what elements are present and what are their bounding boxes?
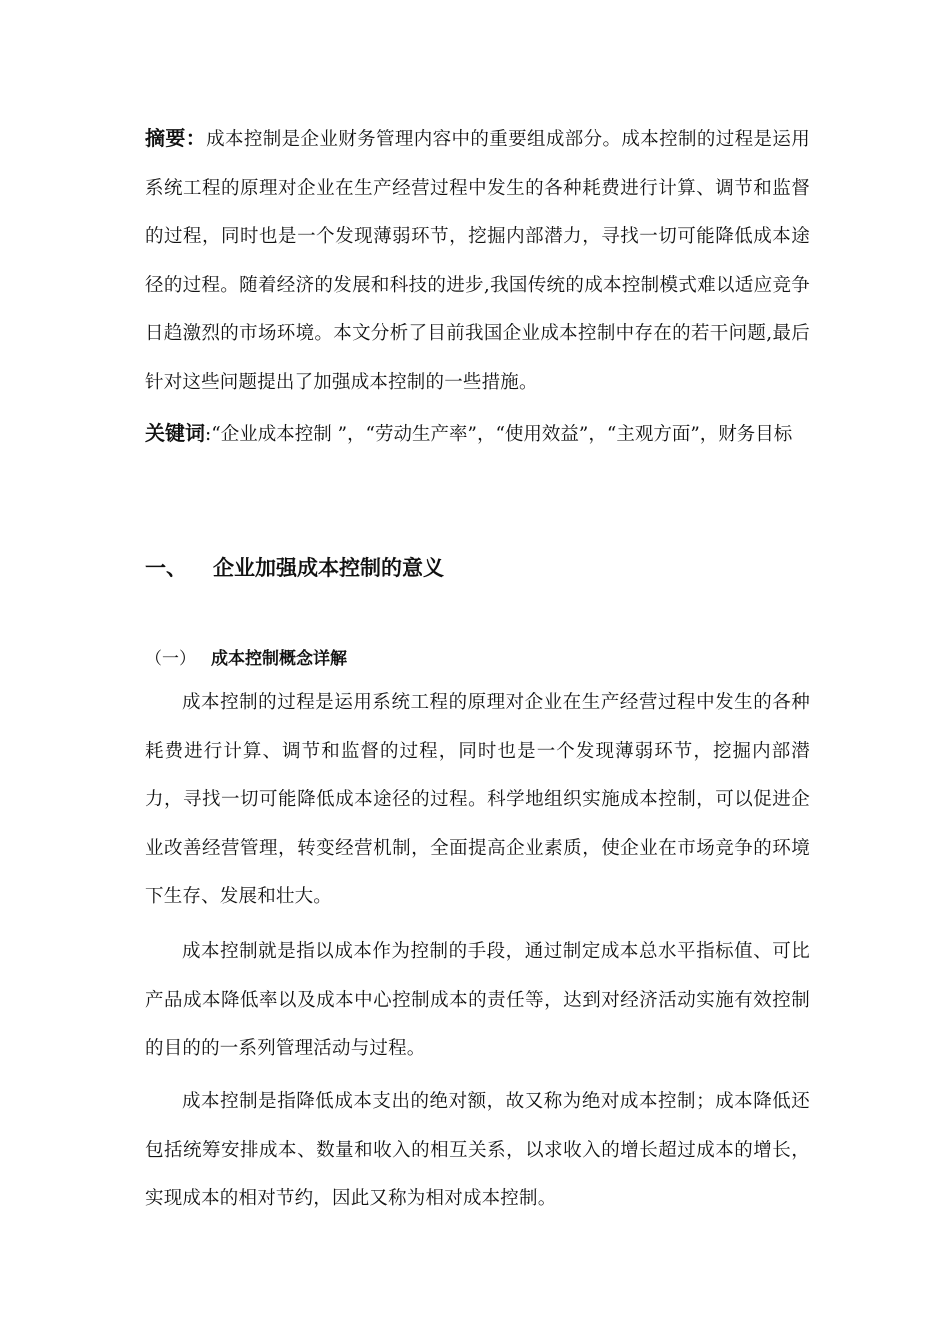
subsection-number: （一） bbox=[145, 649, 196, 669]
body-paragraph-1-block bbox=[145, 679, 810, 922]
section-number: 一、 bbox=[145, 556, 187, 580]
abstract-block bbox=[145, 114, 810, 407]
body-paragraph-2-block bbox=[145, 928, 810, 1074]
keywords-text: “企业成本控制 ”，“劳动生产率”，“使用效益”，“主观方面”，财务目标 bbox=[211, 424, 793, 445]
body-paragraph-2: 成本控制就是指以成本作为控制的手段，通过制定成本总水平指标值、可比产品成本降低率以及成本中心控制成本的责任等，达到对经济活动实施有效控制的目的的一系列管理活动与过程。 bbox=[145, 941, 810, 1059]
body-paragraph-3: 成本控制是指降低成本支出的绝对额，故又称为绝对成本控制；成本降低还包括统筹安排成本、数量和收入的相互关系，以求收入的增长超过成本的增长，实现成本的相对节约，因此又称为相对成本控制。 bbox=[145, 1091, 810, 1209]
section-heading bbox=[145, 551, 444, 585]
abstract-paragraph bbox=[145, 114, 810, 407]
section-title: 企业加强成本控制的意义 bbox=[213, 556, 444, 580]
body-paragraph-3-block bbox=[145, 1078, 810, 1224]
abstract-label: 摘要： bbox=[145, 126, 207, 150]
body-paragraph-1: 成本控制的过程是运用系统工程的原理对企业在生产经营过程中发生的各种耗费进行计算、调节和监督的过程，同时也是一个发现薄弱环节，挖掘内部潜力，寻找一切可能降低成本途径的过程。科学地组织实施成本控制，可以促进企业改善经营管理，转变经营机制，全面提高企业素质，使企业在市场竞争的环境下生存、发展和壮大。 bbox=[145, 692, 810, 907]
keywords-label: 关键词 bbox=[145, 421, 205, 445]
keywords-separator: : bbox=[205, 424, 212, 445]
subsection-title: 成本控制概念详解 bbox=[211, 649, 347, 669]
subsection-heading bbox=[145, 645, 347, 673]
keywords-paragraph bbox=[145, 410, 810, 458]
keywords-block bbox=[145, 410, 810, 458]
abstract-text: 成本控制是企业财务管理内容中的重要组成部分。成本控制的过程是运用系统工程的原理对企业在生产经营过程中发生的各种耗费进行计算、调节和监督的过程，同时也是一个发现薄弱环节，挖掘内部潜力，寻找一切可能降低成本途径的过程。随着经济的发展和科技的进步,我国传统的成本控制模式难以适应竞争日趋激烈的市场环境。本文分析了目前我国企业成本控制中存在的若干问题,最后针对这些问题提出了加强成本控制的一些措施。 bbox=[145, 129, 810, 393]
